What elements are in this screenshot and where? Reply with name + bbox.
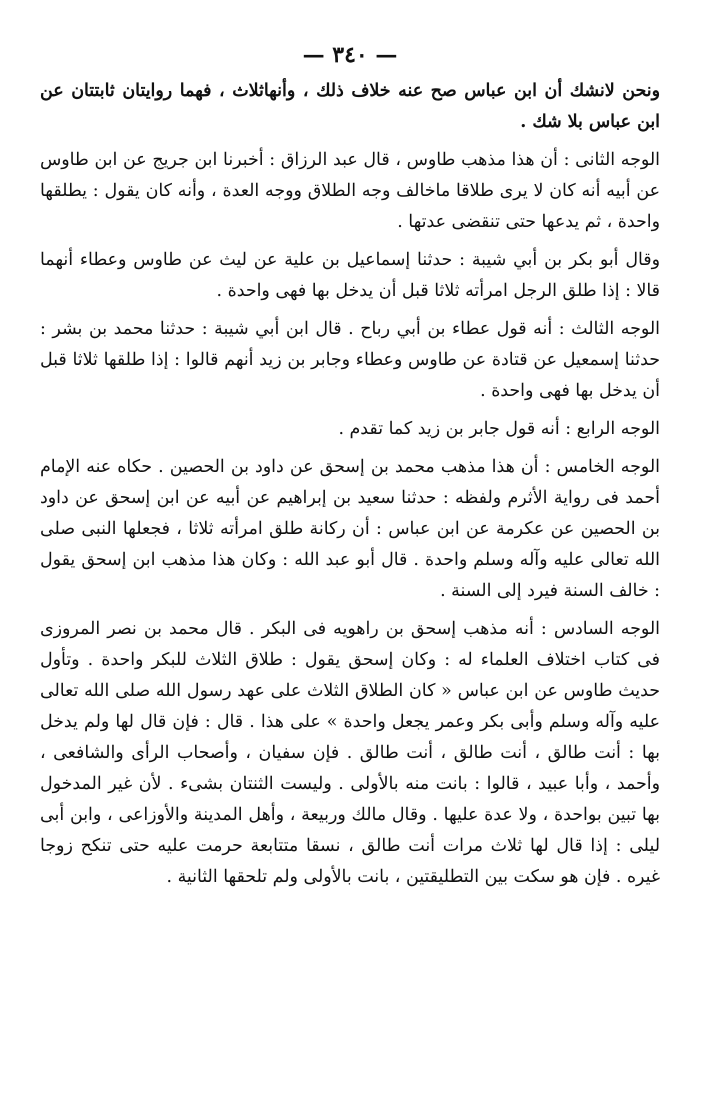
paragraph-fifth-aspect: الوجه الخامس : أن هذا مذهب محمد بن إسحق عن داود بن الحصين . حكاه عنه الإمام أحمد فى رواية الأثرم ولفظه : حدثنا سعيد بن إبراهيم عن أبيه عن ابن إسحق عن داود بن الحصين عن عكرمة عن ابن عباس : أن ركانة طلق امرأته ثلاثا ، فجعلها النبى صلى الله تعالى عليه وآله وسلم واحدة . قال أبو عبد الله : وكان هذا مذهب ابن إسحق يقول : خالف السنة فيرد إلى السنة .: [40, 457, 660, 601]
paragraph-second-aspect: الوجه الثانى : أن هذا مذهب طاوس ، قال عبد الرزاق : أخبرنا ابن جريج عن ابن طاوس عن أبيه أنه كان لا يرى طلاقا ماخالف وجه الطلاق ووجه العدة ، وأنه كان يقول : يطلقها واحدة ، ثم يدعها حتى تنقضى عدتها .: [40, 150, 660, 232]
paragraph-fourth-aspect: الوجه الرابع : أنه قول جابر بن زيد كما تقدم .: [338, 419, 660, 439]
paragraph-intro: ونحن لانشك أن ابن عباس صح عنه خلاف ذلك ، وأنهاثلاث ، فهما روايتان ثابتتان عن ابن عباس بلا شك .: [40, 81, 660, 132]
body-text: [40, 76, 660, 893]
page-number: — ٣٤٠ —: [302, 42, 398, 68]
paragraph-third-aspect: الوجه الثالث : أنه قول عطاء بن أبي رباح . قال ابن أبي شيبة : حدثنا محمد بن بشر : حدثنا إسمعيل عن قتادة عن طاوس وعطاء وجابر بن زيد أنهم قالوا : إذا طلقها ثلاثا قبل أن يدخل بها فهى واحدة .: [40, 319, 660, 401]
paragraph-sixth-aspect: الوجه السادس : أنه مذهب إسحق بن راهويه فى البكر . قال محمد بن نصر المروزى فى كتاب اختلاف العلماء له : وكان إسحق يقول : طلاق الثلاث للبكر واحدة . وتأول حديث طاوس عن ابن عباس « كان الطلاق الثلاث على عهد رسول الله صلى الله تعالى عليه وآله وسلم وأبى بكر وعمر يجعل واحدة » على هذا . قال : فإن قال لها ولم يدخل بها : أنت طالق ، أنت طالق ، أنت طالق . فإن سفيان ، وأصحاب الرأى والشافعى ، وأحمد ، وأبا عبيد ، قالوا : بانت منه بالأولى . وليست الثنتان بشىء . لأن غير المدخول بها تبين بواحدة ، ولا عدة عليها . وقال مالك وربيعة ، وأهل المدينة والأوزاعى ، وابن أبى ليلى : إذا قال لها ثلاث مرات أنت طالق ، نسقا متتابعة حرمت عليه حتى تنكح زوجا غيره . فإن هو سكت بين التطليقتين ، بانت بالأولى ولم تلحقها الثانية .: [40, 619, 660, 887]
paragraph-ibn-abi-shaybah: وقال أبو بكر بن أبي شيبة : حدثنا إسماعيل بن علية عن ليث عن طاوس وعطاء أنهما قالا : إذا طلق الرجل امرأته ثلاثا قبل أن يدخل بها فهى واحدة .: [40, 250, 660, 301]
